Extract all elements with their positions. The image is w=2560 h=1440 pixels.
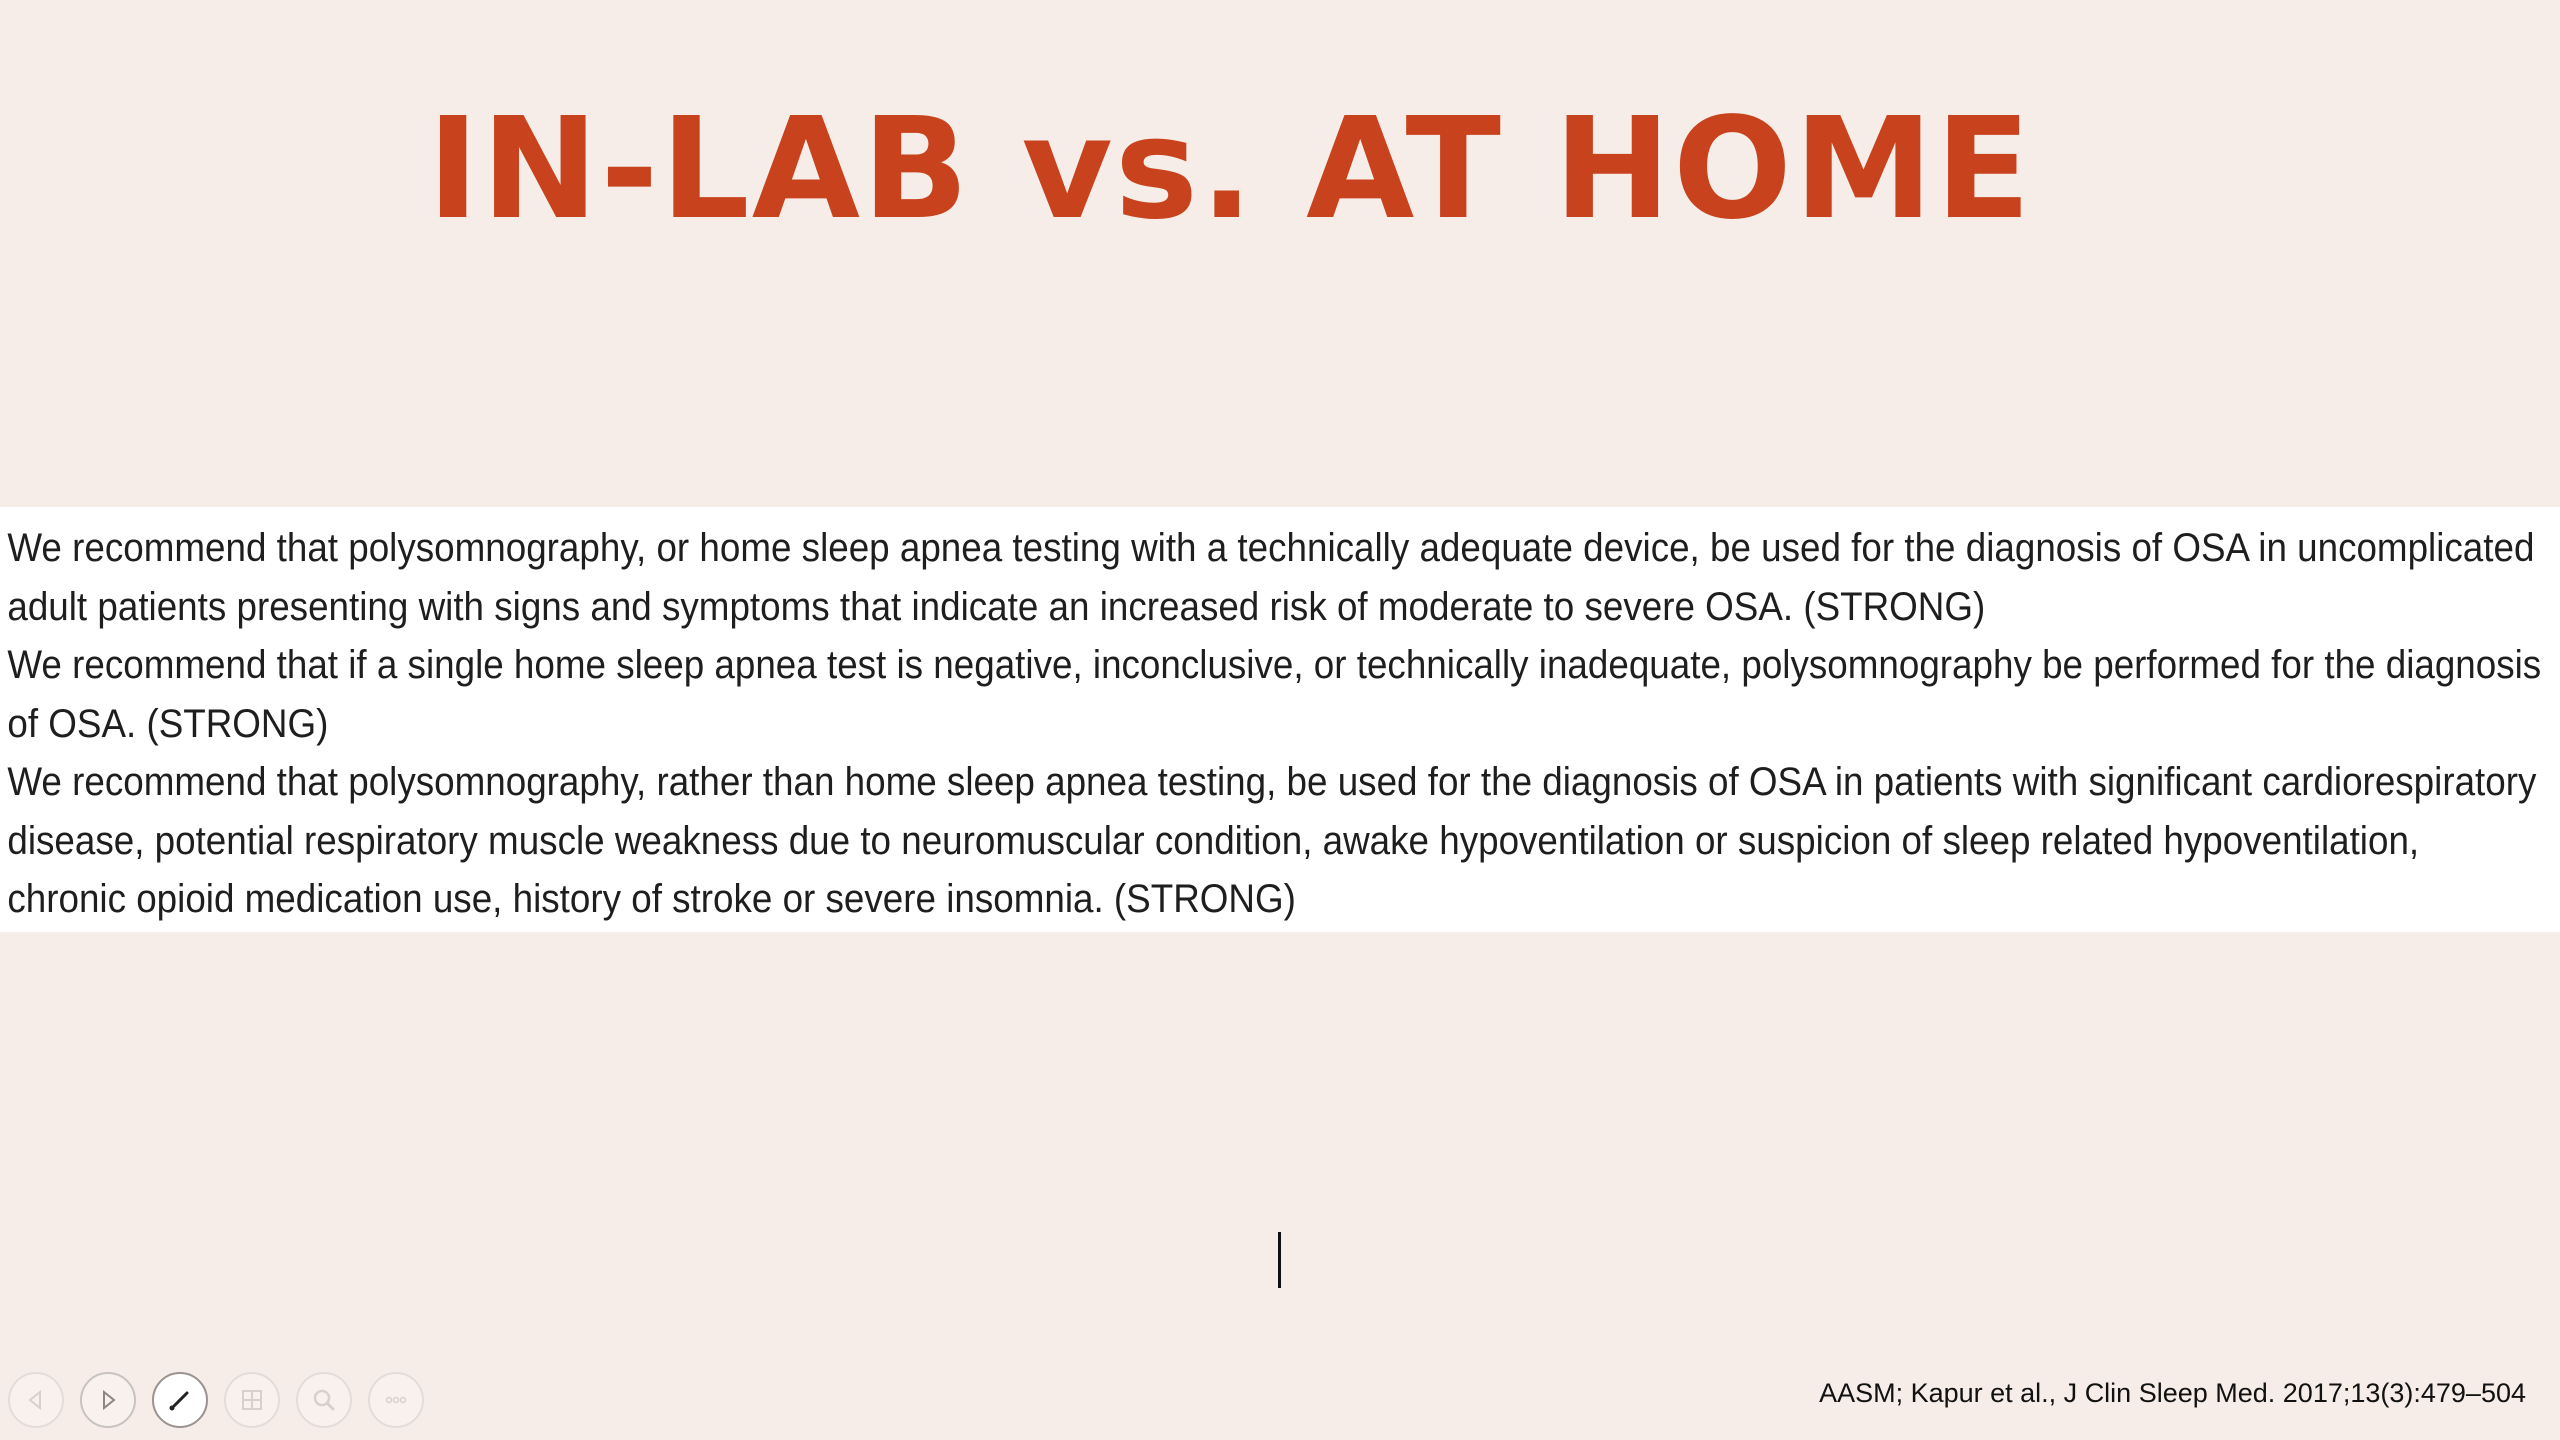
previous-slide-button[interactable] <box>8 1372 64 1428</box>
text-cursor <box>1278 1232 1281 1288</box>
more-options-icon <box>381 1385 411 1415</box>
presenter-toolbar <box>8 1370 424 1430</box>
zoom-icon <box>309 1385 339 1415</box>
slides-grid-button[interactable] <box>224 1372 280 1428</box>
zoom-button[interactable] <box>296 1372 352 1428</box>
slide-title: IN-LAB vs. AT HOME <box>427 88 2033 251</box>
pen-icon <box>165 1385 195 1415</box>
recommendation-3: We recommend that polysomnography, rather than home sleep apnea testing, be used for the diagnosis of OSA in patients with significant cardiorespiratory disease, potential respiratory muscle weakness due to neuromuscular condition, awake hypoventilation or suspicion of sleep related hypoventilation, chronic opioid medication use, history of stroke or severe insomnia. (STRONG) <box>7 760 2537 921</box>
recommendations-panel <box>0 507 2560 932</box>
recommendation-2: We recommend that if a single home sleep apnea test is negative, inconclusive, or technically inadequate, polysomnography be performed for the diagnosis of OSA. (STRONG) <box>7 643 2542 746</box>
previous-slide-icon <box>24 1388 48 1412</box>
citation: AASM; Kapur et al., J Clin Sleep Med. 2017;13(3):479–504 <box>1819 1378 2526 1408</box>
more-options-button[interactable] <box>368 1372 424 1428</box>
slides-grid-icon <box>237 1385 267 1415</box>
pen-button[interactable] <box>152 1372 208 1428</box>
recommendation-1: We recommend that polysomnography, or home sleep apnea testing with a technically adequate device, be used for the diagnosis of OSA in uncomplicated adult patients presenting with signs and symptoms that indicate an increased risk of moderate to severe OSA. (STRONG) <box>7 526 2535 629</box>
next-slide-button[interactable] <box>80 1372 136 1428</box>
next-slide-icon <box>96 1388 120 1412</box>
